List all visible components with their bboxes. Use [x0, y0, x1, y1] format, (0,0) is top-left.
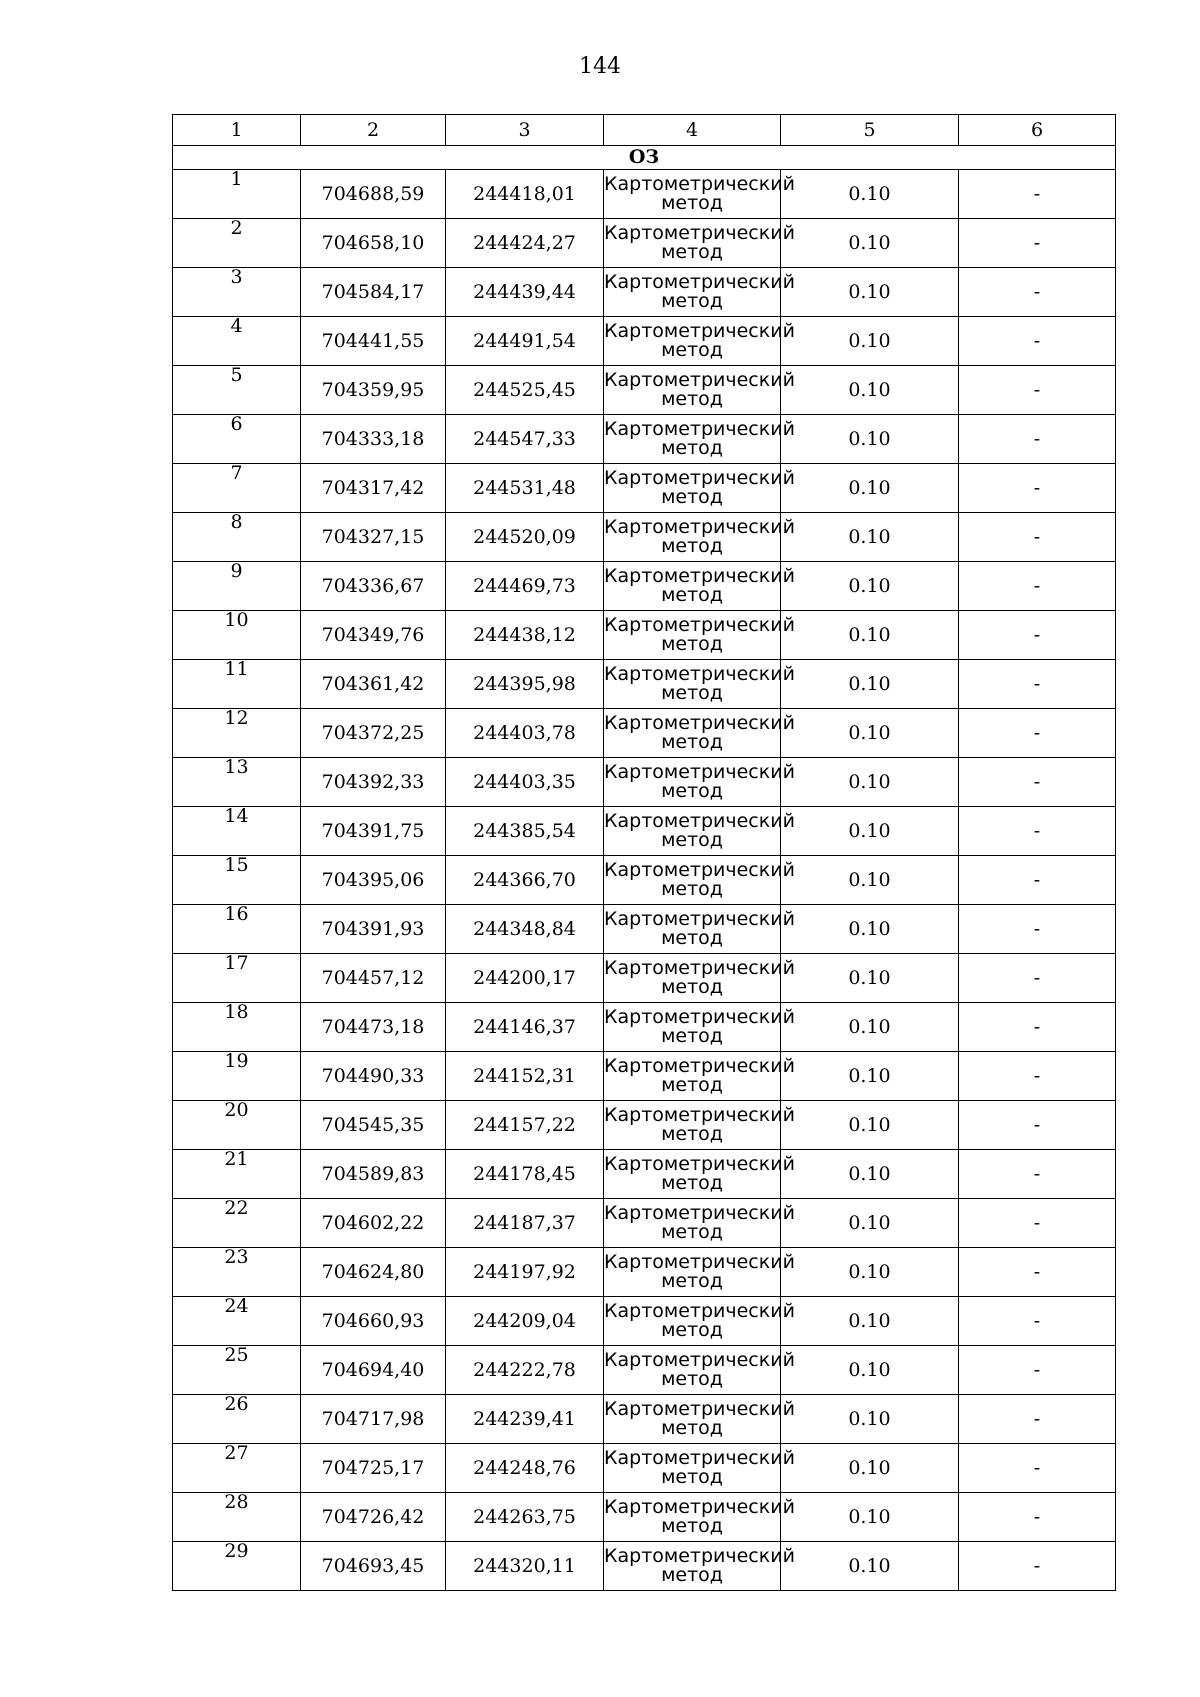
note-cell: -: [959, 611, 1116, 660]
point-number-cell: 23: [173, 1248, 301, 1297]
y-coordinate-cell: 244263,75: [446, 1493, 604, 1542]
accuracy-cell: 0.10: [781, 1150, 959, 1199]
note-cell: -: [959, 1444, 1116, 1493]
point-number-cell: 5: [173, 366, 301, 415]
y-coordinate-cell: 244320,11: [446, 1542, 604, 1591]
table-row: [173, 1248, 1116, 1297]
note-cell: -: [959, 219, 1116, 268]
x-coordinate-cell: 704441,55: [301, 317, 446, 366]
y-coordinate-cell: 244197,92: [446, 1248, 604, 1297]
x-coordinate-cell: 704336,67: [301, 562, 446, 611]
point-number-cell: 10: [173, 611, 301, 660]
point-number-cell: 24: [173, 1297, 301, 1346]
method-cell: Картометрический метод: [604, 807, 781, 856]
point-number-cell: 28: [173, 1493, 301, 1542]
note-cell: -: [959, 1003, 1116, 1052]
accuracy-cell: 0.10: [781, 1395, 959, 1444]
x-coordinate-cell: 704725,17: [301, 1444, 446, 1493]
table-row: [173, 1101, 1116, 1150]
method-cell: Картометрический метод: [604, 954, 781, 1003]
point-number-cell: 2: [173, 219, 301, 268]
point-number-cell: 13: [173, 758, 301, 807]
method-cell: Картометрический метод: [604, 366, 781, 415]
coordinates-table: [172, 114, 1116, 1591]
y-coordinate-cell: 244157,22: [446, 1101, 604, 1150]
accuracy-cell: 0.10: [781, 1444, 959, 1493]
table-row: [173, 807, 1116, 856]
table-row: [173, 1297, 1116, 1346]
header-cell: 5: [781, 115, 959, 146]
note-cell: -: [959, 562, 1116, 611]
accuracy-cell: 0.10: [781, 1248, 959, 1297]
header-cell: 4: [604, 115, 781, 146]
note-cell: -: [959, 1346, 1116, 1395]
method-cell: Картометрический метод: [604, 317, 781, 366]
method-cell: Картометрический метод: [604, 513, 781, 562]
table-row: [173, 1542, 1116, 1591]
note-cell: -: [959, 1150, 1116, 1199]
note-cell: -: [959, 954, 1116, 1003]
table-row: [173, 611, 1116, 660]
y-coordinate-cell: 244438,12: [446, 611, 604, 660]
point-number-cell: 14: [173, 807, 301, 856]
y-coordinate-cell: 244152,31: [446, 1052, 604, 1101]
note-cell: -: [959, 513, 1116, 562]
accuracy-cell: 0.10: [781, 1199, 959, 1248]
point-number-cell: 26: [173, 1395, 301, 1444]
accuracy-cell: 0.10: [781, 562, 959, 611]
accuracy-cell: 0.10: [781, 611, 959, 660]
y-coordinate-cell: 244209,04: [446, 1297, 604, 1346]
point-number-cell: 4: [173, 317, 301, 366]
x-coordinate-cell: 704490,33: [301, 1052, 446, 1101]
header-row: [173, 115, 1116, 146]
accuracy-cell: 0.10: [781, 415, 959, 464]
point-number-cell: 18: [173, 1003, 301, 1052]
point-number-cell: 8: [173, 513, 301, 562]
note-cell: -: [959, 1052, 1116, 1101]
table-row: [173, 464, 1116, 513]
table-row: [173, 709, 1116, 758]
note-cell: -: [959, 268, 1116, 317]
x-coordinate-cell: 704359,95: [301, 366, 446, 415]
x-coordinate-cell: 704584,17: [301, 268, 446, 317]
note-cell: -: [959, 758, 1116, 807]
point-number-cell: 12: [173, 709, 301, 758]
accuracy-cell: 0.10: [781, 856, 959, 905]
y-coordinate-cell: 244418,01: [446, 170, 604, 219]
x-coordinate-cell: 704327,15: [301, 513, 446, 562]
note-cell: -: [959, 807, 1116, 856]
y-coordinate-cell: 244395,98: [446, 660, 604, 709]
table-row: [173, 1003, 1116, 1052]
y-coordinate-cell: 244531,48: [446, 464, 604, 513]
accuracy-cell: 0.10: [781, 807, 959, 856]
table-body: [173, 115, 1116, 1591]
accuracy-cell: 0.10: [781, 268, 959, 317]
x-coordinate-cell: 704726,42: [301, 1493, 446, 1542]
point-number-cell: 3: [173, 268, 301, 317]
note-cell: -: [959, 905, 1116, 954]
accuracy-cell: 0.10: [781, 1493, 959, 1542]
x-coordinate-cell: 704391,93: [301, 905, 446, 954]
point-number-cell: 17: [173, 954, 301, 1003]
table-row: [173, 954, 1116, 1003]
method-cell: Картометрический метод: [604, 464, 781, 513]
x-coordinate-cell: 704717,98: [301, 1395, 446, 1444]
accuracy-cell: 0.10: [781, 317, 959, 366]
x-coordinate-cell: 704589,83: [301, 1150, 446, 1199]
method-cell: Картометрический метод: [604, 415, 781, 464]
table-row: [173, 758, 1116, 807]
note-cell: -: [959, 317, 1116, 366]
x-coordinate-cell: 704660,93: [301, 1297, 446, 1346]
x-coordinate-cell: 704333,18: [301, 415, 446, 464]
point-number-cell: 19: [173, 1052, 301, 1101]
point-number-cell: 20: [173, 1101, 301, 1150]
note-cell: -: [959, 1297, 1116, 1346]
accuracy-cell: 0.10: [781, 1101, 959, 1150]
table-row: [173, 856, 1116, 905]
method-cell: Картометрический метод: [604, 611, 781, 660]
y-coordinate-cell: 244439,44: [446, 268, 604, 317]
method-cell: Картометрический метод: [604, 660, 781, 709]
note-cell: -: [959, 415, 1116, 464]
method-cell: Картометрический метод: [604, 1346, 781, 1395]
note-cell: -: [959, 1395, 1116, 1444]
accuracy-cell: 0.10: [781, 1346, 959, 1395]
table-row: [173, 1199, 1116, 1248]
point-number-cell: 11: [173, 660, 301, 709]
header-cell: 6: [959, 115, 1116, 146]
y-coordinate-cell: 244146,37: [446, 1003, 604, 1052]
point-number-cell: 9: [173, 562, 301, 611]
method-cell: Картометрический метод: [604, 856, 781, 905]
table-row: [173, 562, 1116, 611]
y-coordinate-cell: 244469,73: [446, 562, 604, 611]
table-row: [173, 1150, 1116, 1199]
accuracy-cell: 0.10: [781, 366, 959, 415]
note-cell: -: [959, 1199, 1116, 1248]
y-coordinate-cell: 244424,27: [446, 219, 604, 268]
note-cell: -: [959, 660, 1116, 709]
point-number-cell: 6: [173, 415, 301, 464]
accuracy-cell: 0.10: [781, 1297, 959, 1346]
accuracy-cell: 0.10: [781, 758, 959, 807]
y-coordinate-cell: 244348,84: [446, 905, 604, 954]
accuracy-cell: 0.10: [781, 1003, 959, 1052]
x-coordinate-cell: 704349,76: [301, 611, 446, 660]
table-row: [173, 1052, 1116, 1101]
table-row: [173, 268, 1116, 317]
y-coordinate-cell: 244547,33: [446, 415, 604, 464]
accuracy-cell: 0.10: [781, 513, 959, 562]
note-cell: -: [959, 1101, 1116, 1150]
method-cell: Картометрический метод: [604, 1395, 781, 1444]
accuracy-cell: 0.10: [781, 464, 959, 513]
note-cell: -: [959, 1542, 1116, 1591]
note-cell: -: [959, 366, 1116, 415]
point-number-cell: 16: [173, 905, 301, 954]
table-row: [173, 170, 1116, 219]
method-cell: Картометрический метод: [604, 1052, 781, 1101]
table-row: [173, 1493, 1116, 1542]
method-cell: Картометрический метод: [604, 1150, 781, 1199]
accuracy-cell: 0.10: [781, 660, 959, 709]
table-row: [173, 317, 1116, 366]
table-row: [173, 366, 1116, 415]
method-cell: Картометрический метод: [604, 905, 781, 954]
method-cell: Картометрический метод: [604, 1248, 781, 1297]
method-cell: Картометрический метод: [604, 758, 781, 807]
header-cell: 2: [301, 115, 446, 146]
header-cell: 1: [173, 115, 301, 146]
table-row: [173, 905, 1116, 954]
method-cell: Картометрический метод: [604, 1493, 781, 1542]
header-cell: 3: [446, 115, 604, 146]
table-row: [173, 219, 1116, 268]
accuracy-cell: 0.10: [781, 219, 959, 268]
accuracy-cell: 0.10: [781, 170, 959, 219]
x-coordinate-cell: 704624,80: [301, 1248, 446, 1297]
accuracy-cell: 0.10: [781, 709, 959, 758]
point-number-cell: 1: [173, 170, 301, 219]
x-coordinate-cell: 704392,33: [301, 758, 446, 807]
method-cell: Картометрический метод: [604, 1101, 781, 1150]
point-number-cell: 27: [173, 1444, 301, 1493]
y-coordinate-cell: 244525,45: [446, 366, 604, 415]
point-number-cell: 29: [173, 1542, 301, 1591]
point-number-cell: 25: [173, 1346, 301, 1395]
x-coordinate-cell: 704361,42: [301, 660, 446, 709]
table-row: [173, 660, 1116, 709]
y-coordinate-cell: 244178,45: [446, 1150, 604, 1199]
point-number-cell: 7: [173, 464, 301, 513]
y-coordinate-cell: 244239,41: [446, 1395, 604, 1444]
method-cell: Картометрический метод: [604, 1542, 781, 1591]
y-coordinate-cell: 244187,37: [446, 1199, 604, 1248]
method-cell: Картометрический метод: [604, 562, 781, 611]
method-cell: Картометрический метод: [604, 1199, 781, 1248]
y-coordinate-cell: 244403,35: [446, 758, 604, 807]
y-coordinate-cell: 244200,17: [446, 954, 604, 1003]
x-coordinate-cell: 704395,06: [301, 856, 446, 905]
y-coordinate-cell: 244491,54: [446, 317, 604, 366]
accuracy-cell: 0.10: [781, 1542, 959, 1591]
table-row: [173, 513, 1116, 562]
group-label: ОЗ: [173, 146, 1116, 170]
x-coordinate-cell: 704317,42: [301, 464, 446, 513]
x-coordinate-cell: 704693,45: [301, 1542, 446, 1591]
x-coordinate-cell: 704694,40: [301, 1346, 446, 1395]
y-coordinate-cell: 244403,78: [446, 709, 604, 758]
method-cell: Картометрический метод: [604, 709, 781, 758]
accuracy-cell: 0.10: [781, 905, 959, 954]
method-cell: Картометрический метод: [604, 1444, 781, 1493]
note-cell: -: [959, 856, 1116, 905]
page-number: 144: [579, 54, 621, 79]
accuracy-cell: 0.10: [781, 1052, 959, 1101]
table-row: [173, 1346, 1116, 1395]
x-coordinate-cell: 704545,35: [301, 1101, 446, 1150]
x-coordinate-cell: 704391,75: [301, 807, 446, 856]
x-coordinate-cell: 704372,25: [301, 709, 446, 758]
x-coordinate-cell: 704457,12: [301, 954, 446, 1003]
y-coordinate-cell: 244366,70: [446, 856, 604, 905]
note-cell: -: [959, 464, 1116, 513]
table-row: [173, 1444, 1116, 1493]
x-coordinate-cell: 704473,18: [301, 1003, 446, 1052]
x-coordinate-cell: 704688,59: [301, 170, 446, 219]
note-cell: -: [959, 170, 1116, 219]
point-number-cell: 22: [173, 1199, 301, 1248]
y-coordinate-cell: 244248,76: [446, 1444, 604, 1493]
x-coordinate-cell: 704658,10: [301, 219, 446, 268]
note-cell: -: [959, 1248, 1116, 1297]
accuracy-cell: 0.10: [781, 954, 959, 1003]
method-cell: Картометрический метод: [604, 219, 781, 268]
note-cell: -: [959, 1493, 1116, 1542]
y-coordinate-cell: 244222,78: [446, 1346, 604, 1395]
x-coordinate-cell: 704602,22: [301, 1199, 446, 1248]
method-cell: Картометрический метод: [604, 1297, 781, 1346]
method-cell: Картометрический метод: [604, 1003, 781, 1052]
point-number-cell: 15: [173, 856, 301, 905]
method-cell: Картометрический метод: [604, 170, 781, 219]
group-row: [173, 146, 1116, 170]
method-cell: Картометрический метод: [604, 268, 781, 317]
point-number-cell: 21: [173, 1150, 301, 1199]
y-coordinate-cell: 244520,09: [446, 513, 604, 562]
table-row: [173, 1395, 1116, 1444]
table-row: [173, 415, 1116, 464]
y-coordinate-cell: 244385,54: [446, 807, 604, 856]
note-cell: -: [959, 709, 1116, 758]
